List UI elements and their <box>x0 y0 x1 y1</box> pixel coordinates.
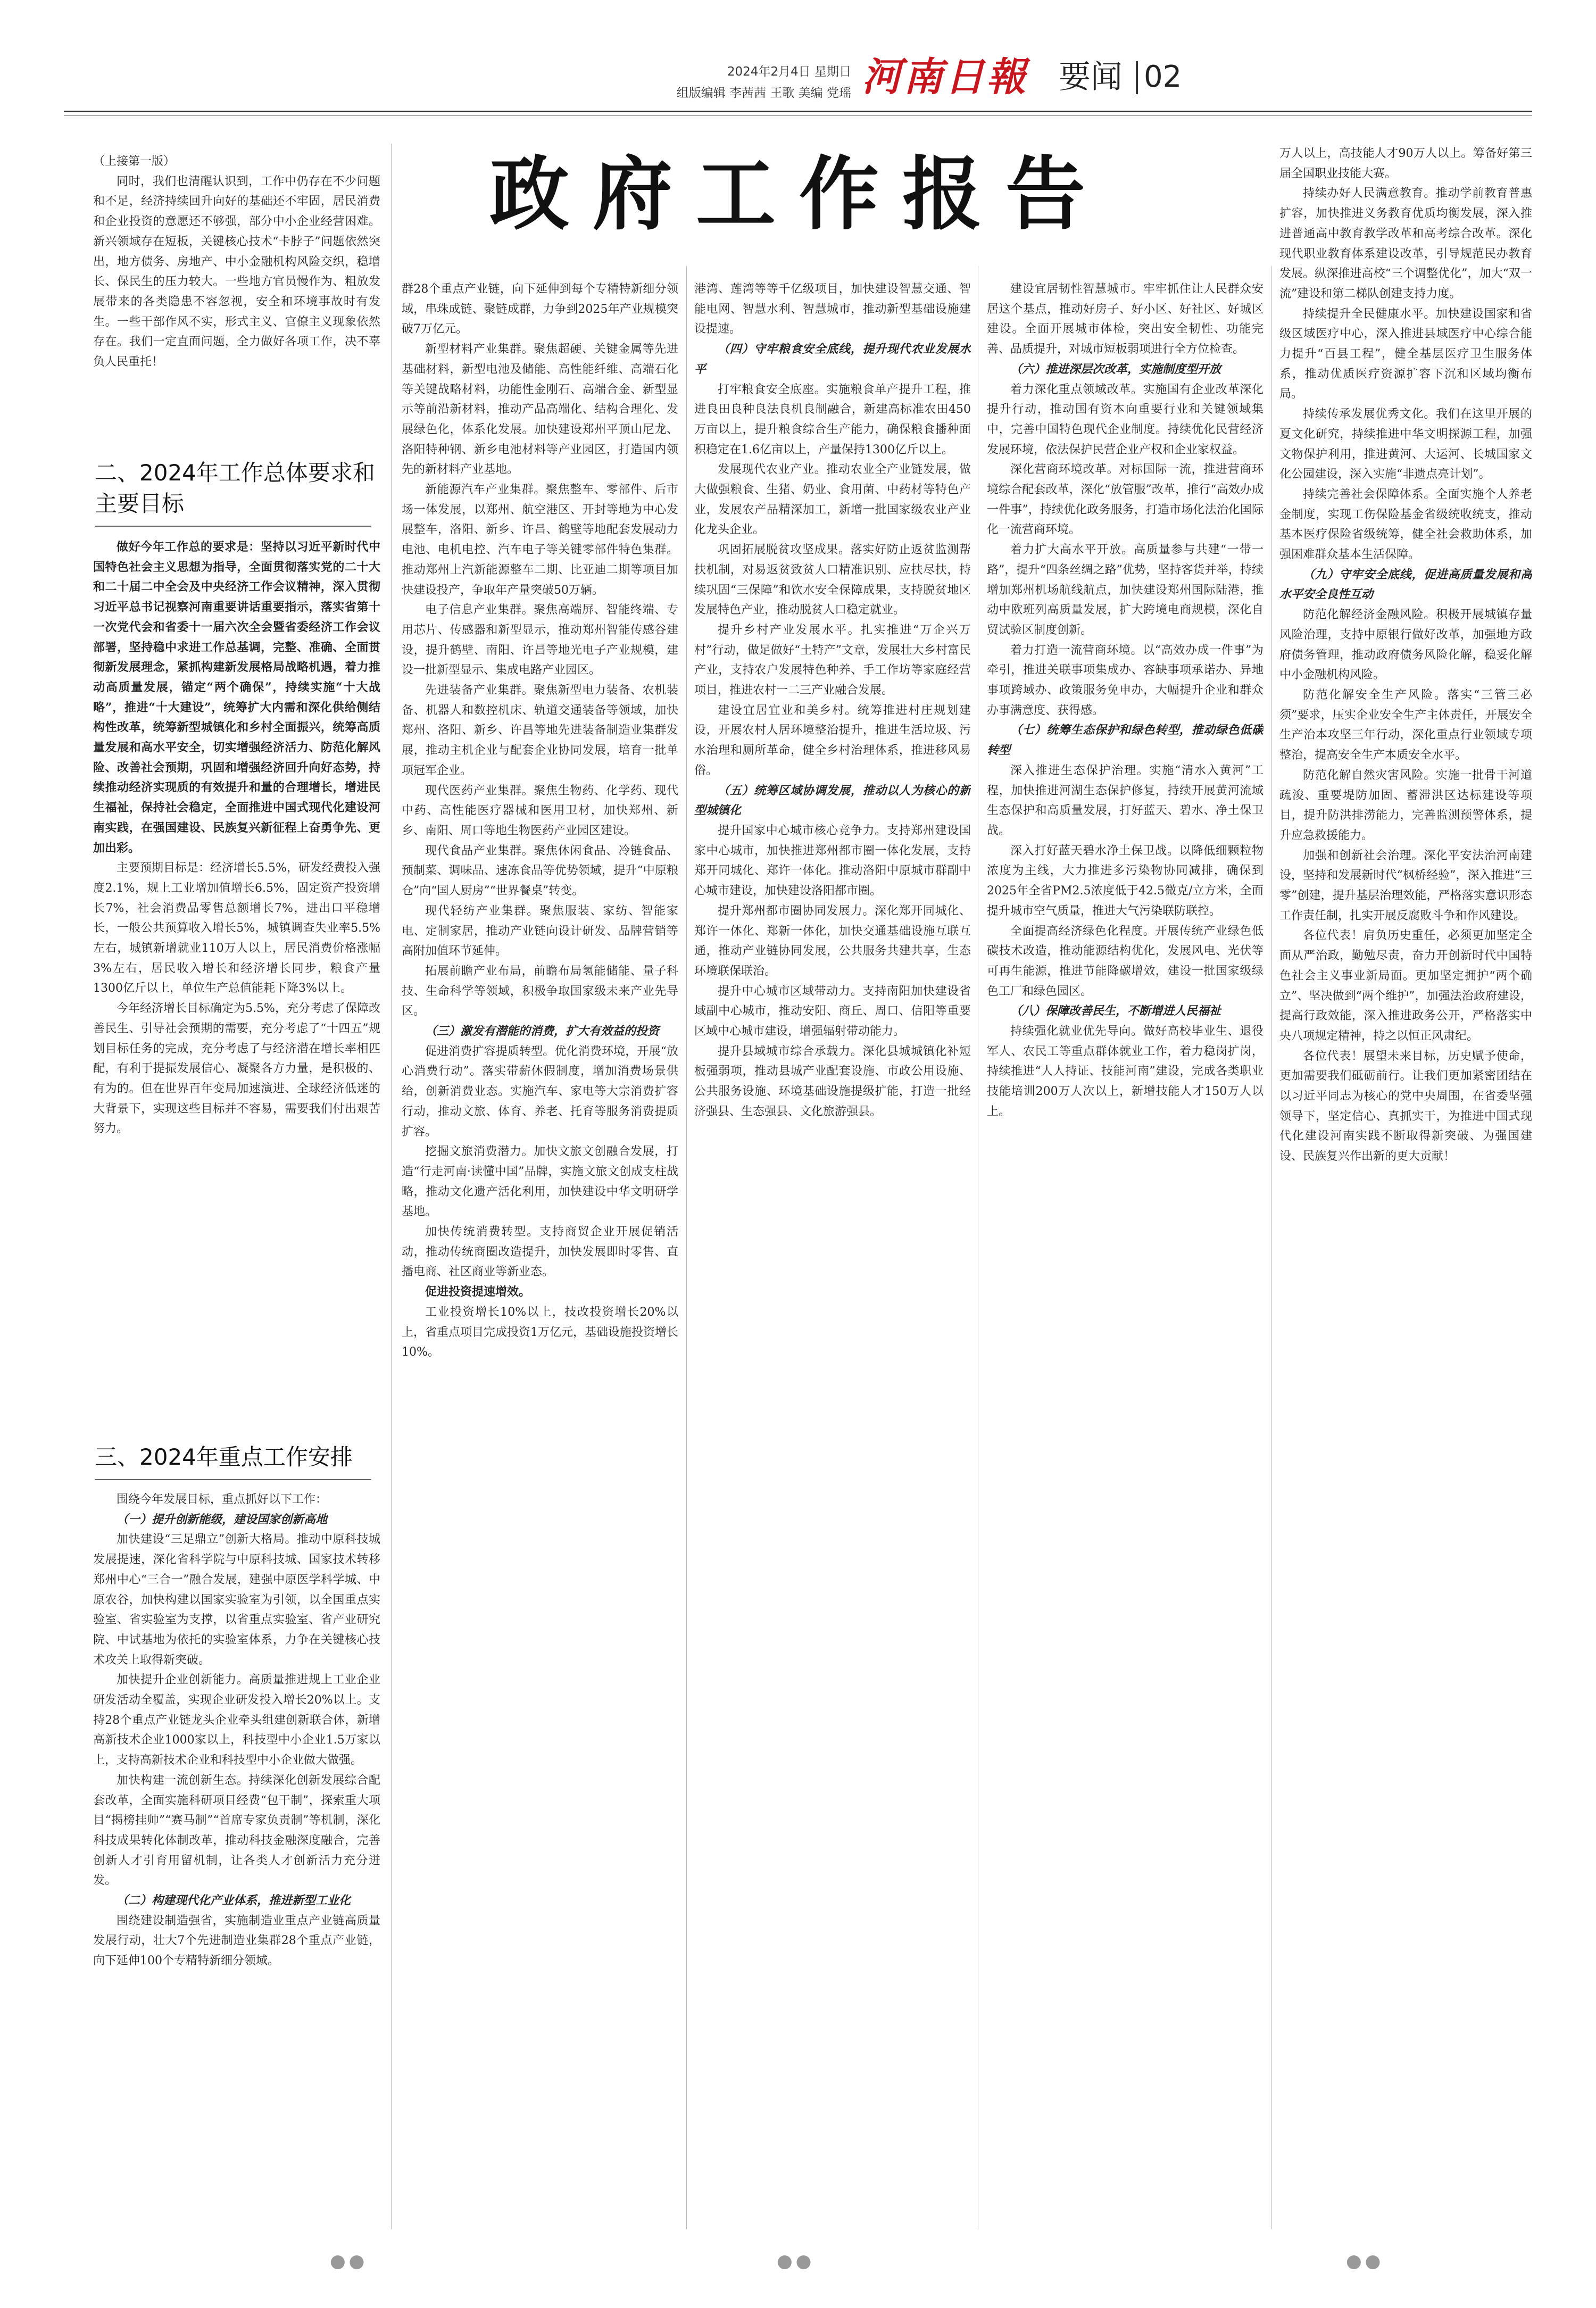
paragraph: 深入推进生态保护治理。实施“清水入黄河”工程，加快推进河湖生态保护修复，持续开展黄河流域生态保护和高质量发展，打好蓝天、碧水、净土保卫战。 <box>987 763 1264 837</box>
heading-underline <box>95 1479 371 1480</box>
paragraph: 今年经济增长目标确定为5.5%，充分考虑了保障改善民生、引导社会预期的需要，充分考虑了“十四五”规划目标任务的完成，充分考虑了与经济潜在增长率相匹配，有利于提振发展信心、凝聚各方力量，是积极的、有为的。但在世界百年变局加速演进、全球经济低迷的大背景下，实现这些目标并不容易，需要我们付出艰苦努力。 <box>93 1002 380 1136</box>
article-column-3 <box>694 279 971 2229</box>
column-separator <box>1271 266 1272 2229</box>
continued-note: （上接第一版） <box>93 155 176 168</box>
paragraph: 深入打好蓝天碧水净土保卫战。以降低细颗粒物浓度为主线，大力推进多污染物协同减排，确保到2025年全省PM2.5浓度低于42.5微克/立方米，全面提升城市空气质量，推进大气污染联防联控。 <box>987 844 1264 918</box>
paragraph: 电子信息产业集群。聚焦高端屏、智能终端、专用芯片、传感器和新型显示，推动郑州智能传感谷建设，提升鹤壁、南阳、许昌等地光电子产业规模，建设一批新型显示、集成电路产业园区。 <box>402 603 678 677</box>
paragraph: 工业投资增长10%以上，技改投资增长20%以上，省重点项目完成投资1万亿元，基础设施投资增长10%。 <box>402 1305 678 1359</box>
paragraph: 各位代表！展望未来目标，历史赋予使命，更加需要我们砥砺前行。让我们更加紧密团结在以习近平同志为核心的党中央周围，在省委坚强领导下，坚定信心、真抓实干，为推进中国式现代化建设河南实践不断取得新突破、为强国建设、民族复兴作出新的更大贡献！ <box>1279 1049 1532 1164</box>
section-divider <box>1136 61 1138 94</box>
subheading: （三）激发有潜能的消费，扩大有效益的投资 <box>425 1024 660 1039</box>
paragraph: 提升中心城市区域带动力。支持南阳加快建设省域副中心城市，推动安阳、商丘、周口、信阳等重要区域中心城市建设，增强辐射带动能力。 <box>694 984 971 1039</box>
paragraph: 新型材料产业集群。聚焦超硬、关键金属等先进基础材料，新型电池及储能、高性能纤维、高端石化等关键战略材料，功能性金刚石、高端合金、新型显示等前沿新材料，推动产品高端化、结构合理化、发展绿色化，体系化发展。加快建设郑州平顶山尼龙、洛阳特种钢、新乡电池材料等产业园区，打造国内领先的新材料产业基地。 <box>402 343 678 477</box>
subheading: （八）保障改善民生，不断增进人民福祉 <box>1010 1004 1221 1018</box>
paragraph: 持续完善社会保障体系。全面实施个人养老金制度，实现工伤保险基金省级统收统支，推动基本医疗保险省级统筹，健全社会救助体系，加强困难群众基本生活保障。 <box>1279 487 1532 562</box>
paragraph: 建设宜居宜业和美乡村。统筹推进村庄规划建设，开展农村人居环境整治提升，推进生活垃圾、污水治理和厕所革命，健全乡村治理体系，推进移风易俗。 <box>694 703 971 777</box>
paragraph: 现代医药产业集群。聚焦生物药、化学药、现代中药、高性能医疗器械和医用卫材，加快郑州、新乡、南阳、周口等地生物医药产业园区建设。 <box>402 784 678 837</box>
paragraph: 提升县域城市综合承载力。深化县城城镇化补短板强弱项，推动县城产业配套设施、市政公用设施、公共服务设施、环境基础设施提级扩能，打造一批经济强县、生态强县、文化旅游强县。 <box>694 1044 971 1118</box>
section-name: 要闻 <box>1059 59 1123 96</box>
paper-logo: 河南日報 <box>862 54 1028 100</box>
paragraph: 提升乡村产业发展水平。扎实推进“万企兴万村”行动，做足做好“土特产”文章，发展壮大乡村富民产业，支持农户发展特色种养、手工作坊等家庭经营项目，推进农村一二三产业融合发展。 <box>694 623 971 698</box>
footer-dots: ●● <box>330 2251 368 2272</box>
article-column-1-cont2 <box>93 1490 380 2229</box>
page-number: 02 <box>1144 60 1182 94</box>
paragraph: 万人以上，高技能人才90万人以上。筹备好第三届全国职业技能大赛。 <box>1279 147 1532 180</box>
paragraph: 新能源汽车产业集群。聚焦整车、零部件、后市场一体发展，以郑州、航空港区、开封等地为中心发展整车，洛阳、新乡、许昌、鹤壁等地配套发展动力电池、电机电控、汽车电子等关键零部件特色集群。推动郑州上汽新能源整车二期、比亚迪二期等项目加快建设投产，争取年产量突破50万辆。 <box>402 483 678 597</box>
article-column-2 <box>402 279 678 2229</box>
paragraph: 着力扩大高水平开放。高质量参与共建“一带一路”，提升“四条丝绸之路”优势，坚持客货并举，持续增加郑州机场航线航点，加快建设郑州国际陆港，推动中欧班列高质量发展，扩大跨境电商规模，深化自贸试验区制度创新。 <box>987 543 1264 637</box>
paragraph: 围绕建设制造强省，实施制造业重点产业链高质量发展行动，壮大7个先进制造业集群28个重点产业链，向下延伸100个专精特新细分领域。 <box>93 1914 380 1968</box>
header-rule <box>64 111 1532 112</box>
paragraph: 主要预期目标是：经济增长5.5%，研发经费投入强度2.1%，规上工业增加值增长6.5%，固定资产投资增长7%，社会消费品零售总额增长7%，进出口平稳增长，一般公共预算收入增长5%，城镇调查失业率5.5%左右，城镇新增就业110万人以上，居民消费价格涨幅3%左右，居民收入增长和经济增长同步，粮食产量1300亿斤以上，单位生产总值能耗下降3%以上。 <box>93 861 380 995</box>
paragraph: 巩固拓展脱贫攻坚成果。落实好防止返贫监测帮扶机制，对易返贫致贫人口精准识别、应扶尽扶，持续巩固“三保障”和饮水安全保障成果，支持脱贫地区发展特色产业，推动脱贫人口稳定就业。 <box>694 543 971 617</box>
paragraph: 同时，我们也清醒认识到，工作中仍存在不少问题和不足，经济持续回升向好的基础还不牢固，居民消费和企业投资的意愿还不够强，部分中小企业经营困难。新兴领域存在短板，关键核心技术“卡脖子”问题依然突出，地方债务、房地产、中小金融机构风险交织，稳增长、保民生的压力较大。一些地方官员慢作为、粗放发展带来的各类隐患不容忽视，安全和环境事故时有发生。一些干部作风不实，形式主义、官僚主义现象依然存在。我们一定直面问题，全力做好各项工作，决不辜负人民重托！ <box>93 175 380 369</box>
paragraph: 港湾、莲湾等等千亿级项目，加快建设智慧交通、智能电网、智慧水利、智慧城市，推动新型基础设施建设提速。 <box>694 283 971 336</box>
paragraph: 深化营商环境改革。对标国际一流，推进营商环境综合配套改革，深化“放管服”改革，推行“高效办成一件事”，持续优化政务服务，打造市场化法治化国际化一流营商环境。 <box>987 463 1264 537</box>
paragraph: 各位代表！肩负历史重任，必须更加坚定全面从严治政，勤勉尽责，奋力开创新时代中国特色社会主义事业新局面。更加坚定拥护“两个确立”、坚决做到“两个维护”，加强法治政府建设，提高行政效能，深入推进政务公开，严格落实中央八项规定精神，持之以恒正风肃纪。 <box>1279 929 1532 1043</box>
paragraph: 加快构建一流创新生态。持续深化创新发展综合配套改革，全面实施科研项目经费“包干制”，探索重大项目“揭榜挂帅”“赛马制”“首席专家负责制”等机制，深化科技成果转化体制改革，推动科技金融深度融合，完善创新人才引育用留机制，让各类人才创新活力充分迸发。 <box>93 1773 380 1888</box>
paragraph: 加快提升企业创新能力。高质量推进规上工业企业研发活动全覆盖，实现企业研发投入增长20%以上。支持28个重点产业链龙头企业牵头组建创新联合体，新增高新技术企业1000家以上，科技型中小企业1.5万家以上，支持高新技术企业和科技型中小企业做大做强。 <box>93 1673 380 1767</box>
paragraph: 防范化解自然灾害风险。实施一批骨干河道疏浚、重要堤防加固、蓄滞洪区达标建设等项目，提升防洪排涝能力，完善监测预警体系，提升应急救援能力。 <box>1279 768 1532 842</box>
paragraph: 挖掘文旅消费潜力。加快文旅文创融合发展，打造“行走河南·读懂中国”品牌，实施文旅文创成支柱战略，推动文化遗产活化利用，加快建设中华文明研学基地。 <box>402 1145 678 1219</box>
paragraph: 促进消费扩容提质转型。优化消费环境，开展“放心消费行动”。落实带薪休假制度，增加消费场景供给，创新消费业态。实施汽车、家电等大宗消费扩容行动，推动文旅、体育、养老、托育等服务消费提质扩容。 <box>402 1044 678 1139</box>
paragraph: 打牢粮食安全底座。实施粮食单产提升工程，推进良田良种良法良机良制融合，新建高标准农田450万亩以上，提升粮食综合生产能力，确保粮食播种面积稳定在1.6亿亩以上，产量保持1300亿斤以上。 <box>694 383 971 456</box>
article-column-1 <box>93 152 380 450</box>
paragraph: 持续提升全民健康水平。加快建设国家和省级区域医疗中心，深入推进县域医疗中心综合能力提升“百县工程”，健全基层医疗卫生服务体系，推动优质医疗资源扩容下沉和区域均衡布局。 <box>1279 307 1532 401</box>
column-separator <box>391 144 392 2229</box>
subheading: （二）构建现代化产业体系，推进新型工业化 <box>117 1894 351 1908</box>
paragraph: 提升郑州都市圈协同发展力。深化郑开同城化、郑许一体化、郑新一体化，加快交通基础设施互联互通，推动产业链协同发展，公共服务共建共享，生态环境联保联治。 <box>694 904 971 978</box>
section-heading-3: 三、2024年重点工作安排 <box>95 1444 353 1470</box>
subheading: （七）统筹生态保护和绿色转型，推动绿色低碳转型 <box>987 723 1264 758</box>
footer-dots: ●● <box>777 2251 815 2272</box>
paragraph: 加快建设“三足鼎立”创新大格局。推动中原科技城发展提速，深化省科学院与中原科技城、国家技术转移郑州中心“三合一”融合发展，建强中原医学科学城、中原农谷，加快构建以国家实验室为引领，以全国重点实验室、省实验室为支撑，以省重点实验室、省产业研究院、中试基地为依托的实验室体系，力争在关键核心技术攻关上取得新突破。 <box>93 1533 380 1667</box>
paragraph: 着力深化重点领域改革。实施国有企业改革深化提升行动，推动国有资本向重要行业和关键领域集中，完善中国特色现代企业制度。持续优化民营经济发展环境，依法保护民营企业产权和企业家权益。 <box>987 383 1264 456</box>
paragraph: 防范化解安全生产风险。落实“三管三必须”要求，压实企业安全生产主体责任，开展安全生产治本攻坚三年行动，深化重点行业领域专项整治，提高安全生产本质安全水平。 <box>1279 688 1532 762</box>
subheading: （九）守牢安全底线，促进高质量发展和高水平安全良性互动 <box>1279 567 1532 602</box>
paragraph: 着力打造一流营商环境。以“高效办成一件事”为牵引，推进关联事项集成办、容缺事项承诺办、异地事项跨域办、政策服务免申办，大幅提升企业和群众办事满意度、获得感。 <box>987 643 1264 717</box>
paragraph: 群28个重点产业链，向下延伸到每个专精特新细分领域，串珠成链、聚链成群，力争到2025年产业规模突破7万亿元。 <box>402 283 678 336</box>
paragraph: 拓展前瞻产业布局，前瞻布局氢能储能、量子科技、生命科学等领域，积极争取国家级未来产业先导区。 <box>402 964 678 1018</box>
subheading: 促进投资提速增效。 <box>425 1285 531 1299</box>
date-line: 2024年2月4日 星期日 <box>727 65 851 79</box>
paragraph: 持续办好人民满意教育。推动学前教育普惠扩容，加快推进义务教育优质均衡发展，深入推进普通高中教育教学改革和高考综合改革。深化现代职业教育体系建设改革，引导规范民办教育发展。纵深推进高校“三个调整优化”，加大“双一流”建设和第二梯队创建支持力度。 <box>1279 187 1532 301</box>
paragraph: 围绕今年发展目标，重点抓好以下工作： <box>117 1493 328 1506</box>
paragraph: 持续传承发展优秀文化。我们在这里开展的夏文化研究，持续推进中华文明探源工程，加强文物保护利用，推进黄河、大运河、长城国家文化公园建设，深入实施“非遗点亮计划”。 <box>1279 408 1532 481</box>
paragraph: 现代轻纺产业集群。聚焦服装、家纺、智能家电、定制家居，推动产业链向设计研发、品牌营销等高附加值环节延伸。 <box>402 904 678 958</box>
footer-dots: ●● <box>1346 2251 1384 2272</box>
paragraph: 防范化解经济金融风险。积极开展城镇存量风险治理，支持中原银行做好改革，加强地方政府债务管理，推动政府债务风险化解，稳妥化解中小金融机构风险。 <box>1279 608 1532 682</box>
paragraph: 先进装备产业集群。聚焦新型电力装备、农机装备、机器人和数控机床、轨道交通装备等领域，加快郑州、洛阳、新乡、许昌等地先进装备制造业集群发展，推动主机企业与配套企业协同发展，培育一批单项冠军企业。 <box>402 684 678 777</box>
article-column-1-cont <box>93 537 380 1437</box>
paragraph: 发展现代农业产业。推动农业全产业链发展，做大做强粮食、生猪、奶业、食用菌、中药材等特色产业，发展农产品精深加工，新增一批国家级农业产业化龙头企业。 <box>694 463 971 537</box>
column-separator <box>686 266 687 2229</box>
heading-underline <box>95 526 371 527</box>
article-column-4 <box>987 279 1264 2229</box>
article-column-5 <box>1279 144 1532 2229</box>
paragraph: 加强和创新社会治理。深化平安法治河南建设，坚持和发展新时代“枫桥经验”，深入推进“三零”创建，提升基层治理效能，严格落实意识形态工作责任制，扎实开展反腐败斗争和作风建设。 <box>1279 849 1532 923</box>
paragraph: 持续强化就业优先导向。做好高校毕业生、退役军人、农民工等重点群体就业工作，着力稳岗扩岗，持续推进“人人持证、技能河南”建设，完成各类职业技能培训200万人次以上，新增技能人才150万人以上。 <box>987 1025 1264 1118</box>
paragraph: 加快传统消费转型。支持商贸企业开展促销活动，推动传统商圈改造提升，加快发展即时零售、直播电商、社区商业等新业态。 <box>402 1225 678 1279</box>
article-title: 政府工作报告 <box>489 147 1109 241</box>
paragraph: 全面提高经济绿色化程度。开展传统产业绿色低碳技术改造，推动能源结构优化，发展风电、光伏等可再生能源，推进节能降碳增效，建设一批国家级绿色工厂和绿色园区。 <box>987 924 1264 998</box>
subheading: （四）守牢粮食安全底线，提升现代农业发展水平 <box>694 342 971 376</box>
paragraph: 现代食品产业集群。聚焦休闲食品、冷链食品、预制菜、调味品、速冻食品等优势领域，提升“中原粮仓”向“国人厨房”“世界餐桌”转变。 <box>402 844 678 898</box>
section-heading-2: 二、2024年工作总体要求和主要目标 <box>95 460 375 517</box>
subheading: （一）提升创新能级，建设国家创新高地 <box>117 1512 328 1526</box>
paragraph: 提升国家中心城市核心竞争力。支持郑州建设国家中心城市，加快推进郑州都市圈一体化发展，支持郑开同城化、郑许一体化。推动洛阳中原城市群副中心城市建设，加快建设洛阳都市圈。 <box>694 824 971 898</box>
editors-line: 组版编辑 李茜茜 王歌 美编 党瑶 <box>676 86 851 100</box>
subheading: （六）推进深层次改革，实施制度型开放 <box>1010 362 1221 376</box>
paragraph: 做好今年工作总的要求是：坚持以习近平新时代中国特色社会主义思想为指导，全面贯彻落实党的二十大和二十届二中全会及中央经济工作会议精神，深入贯彻习近平总书记视察河南重要讲话重要指示，落实省第十一次党代会和省委十一届六次全会暨省委经济工作会议部署，坚持稳中求进工作总基调，完整、准确、全面贯彻新发展理念，紧抓构建新发展格局战略机遇，着力推动高质量发展，锚定“两个确保”，持续实施“十大战略”，推进“十大建设”，统筹扩大内需和深化供给侧结构性改革，统筹新型城镇化和乡村全面振兴，统筹高质量发展和高水平安全，切实增强经济活力、防范化解风险、改善社会预期，巩固和增强经济回升向好态势，持续推动经济实现质的有效提升和量的合理增长，增进民生福祉，保持社会稳定，全面推进中国式现代化建设河南实践，在强国建设、民族复兴新征程上奋勇争先、更加出彩。 <box>93 540 380 855</box>
subheading: （五）统筹区域协调发展，推动以人为核心的新型城镇化 <box>694 783 971 818</box>
paragraph: 建设宜居韧性智慧城市。牢牢抓住让人民群众安居这个基点，推动好房子、好小区、好社区、好城区建设。全面开展城市体检，突出安全韧性、功能完善、品质提升，对城市短板弱项进行全方位检查。 <box>987 283 1264 356</box>
